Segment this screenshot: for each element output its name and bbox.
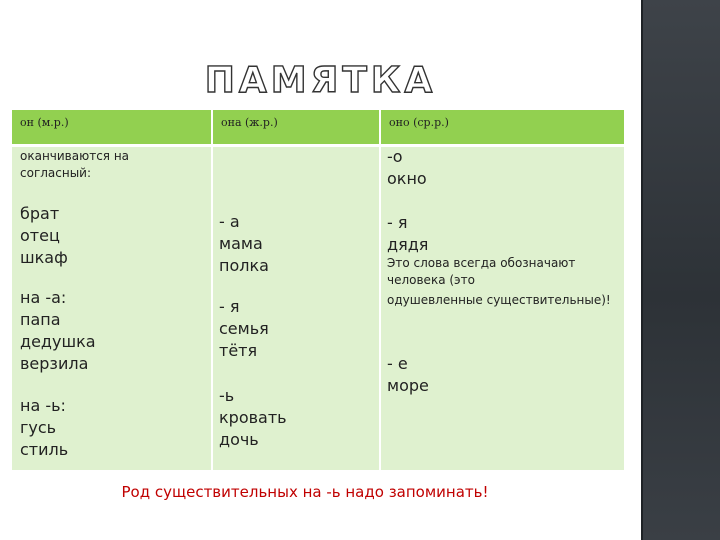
word: семья	[219, 319, 269, 338]
neuter-group-ya	[387, 212, 428, 256]
text-line: оканчиваются на	[20, 149, 130, 163]
text-line: человека (это	[387, 273, 475, 287]
word: брат	[20, 204, 60, 223]
word: на -ь:	[20, 396, 66, 415]
header-feminine: она (ж.р.)	[213, 110, 379, 144]
word: дочь	[219, 430, 259, 449]
word: окно	[387, 169, 427, 188]
right-decorative-band	[641, 0, 720, 540]
word: полка	[219, 256, 269, 275]
word: папа	[20, 310, 61, 329]
word: отец	[20, 226, 60, 245]
footer-note: Род существительных на -ь надо запоминать!	[121, 483, 489, 501]
neuter-group-e	[387, 353, 429, 397]
word: тётя	[219, 341, 258, 360]
column-divider-1	[211, 110, 213, 470]
header-divider	[12, 144, 624, 147]
header-neuter: оно (ср.р.)	[381, 110, 624, 144]
neuter-group-o	[387, 146, 427, 190]
word: -ь	[219, 386, 235, 405]
neuter-note	[387, 255, 611, 309]
gender-table	[12, 110, 624, 470]
word: дедушка	[20, 332, 96, 351]
word: стиль	[20, 440, 69, 459]
masculine-group-soft-sign	[20, 395, 68, 461]
feminine-group-a	[219, 211, 269, 277]
masculine-intro	[20, 148, 129, 182]
text-line: одушевленные существительные)!	[387, 293, 611, 307]
word: - а	[219, 212, 240, 231]
word: - я	[387, 213, 408, 232]
word: -о	[387, 147, 403, 166]
word: кровать	[219, 408, 287, 427]
word: мама	[219, 234, 263, 253]
feminine-group-soft-sign	[219, 385, 287, 451]
word: на -а:	[20, 288, 67, 307]
text-line: Это слова всегда обозначают	[387, 256, 576, 270]
word: - я	[219, 297, 240, 316]
word: шкаф	[20, 248, 68, 267]
masculine-group-consonant	[20, 203, 68, 269]
word: море	[387, 376, 429, 395]
word: дядя	[387, 235, 429, 254]
word: - е	[387, 354, 408, 373]
feminine-group-ya	[219, 296, 269, 362]
page-title: ПАМЯТКА	[204, 60, 437, 101]
header-masculine: он (м.р.)	[12, 110, 211, 144]
masculine-group-a	[20, 287, 96, 375]
word: гусь	[20, 418, 57, 437]
text-line: согласный:	[20, 166, 92, 180]
word: верзила	[20, 354, 89, 373]
column-divider-2	[379, 110, 381, 470]
